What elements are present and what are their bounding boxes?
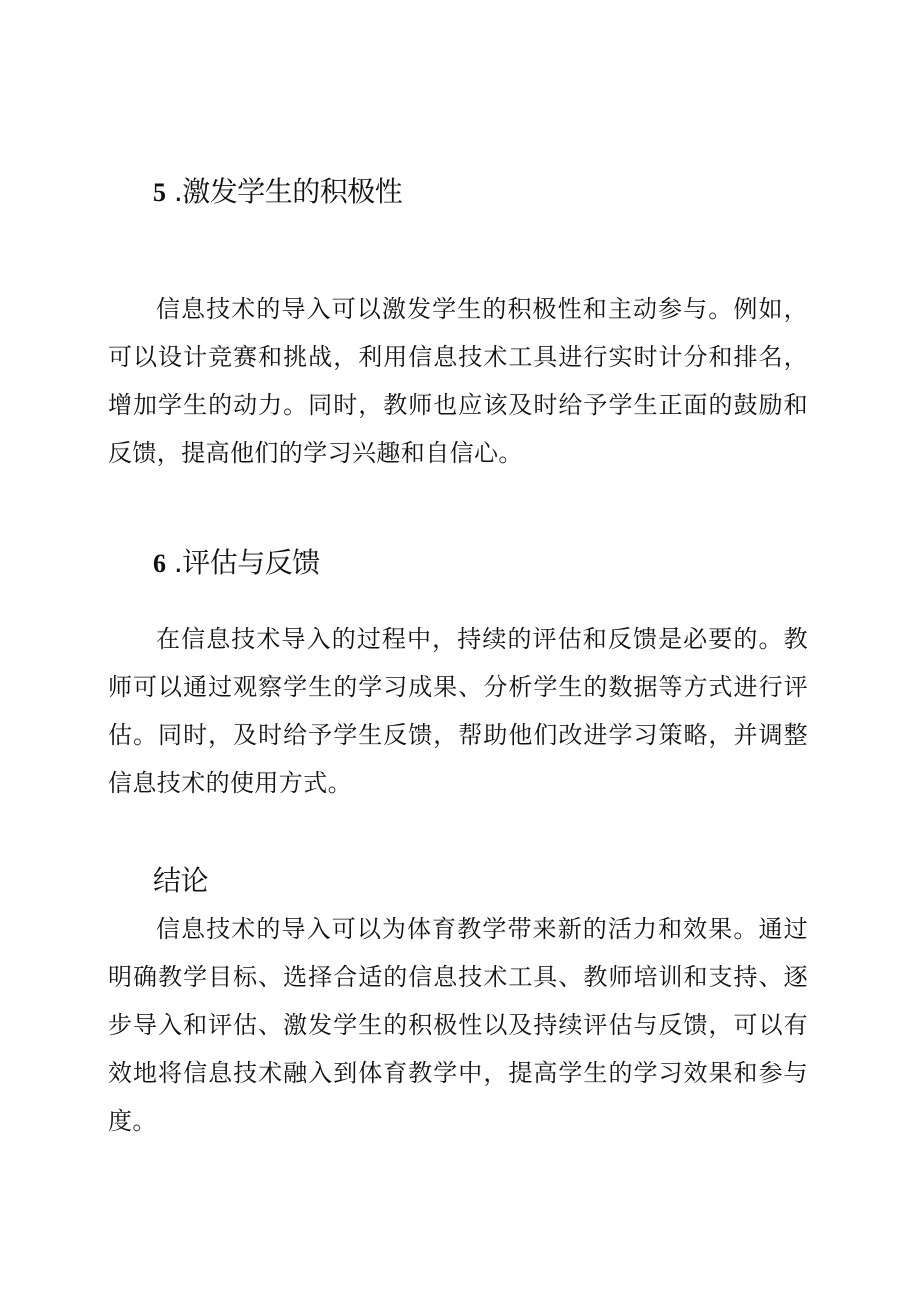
section-6-title: .评估与反馈 [173, 546, 320, 579]
section-5-title: .激发学生的积极性 [173, 175, 403, 208]
conclusion-heading: 结论 [153, 864, 209, 897]
conclusion-paragraph: 信息技术的导入可以为体育教学带来新的活力和效果。通过明确教学目标、选择合适的信息技术工具、教师培训和支持、逐步导入和评估、激发学生的积极性以及持续评估与反馈，可以有效地将信息技术融入到体育教学中，提高学生的学习效果和参与度。 [108, 915, 808, 1135]
section-5-paragraph: 信息技术的导入可以激发学生的积极性和主动参与。例如，可以设计竞赛和挑战，利用信息技术工具进行实时计分和排名，增加学生的动力。同时，教师也应该及时给予学生正面的鼓励和反馈，提高他们的学习兴趣和自信心。 [108, 295, 808, 467]
section-5-heading [153, 175, 402, 210]
section-6-heading [153, 546, 320, 581]
section-6-number: 6 [153, 549, 166, 578]
section-5-number: 5 [153, 178, 166, 207]
section-6-paragraph: 在信息技术导入的过程中，持续的评估和反馈是必要的。教师可以通过观察学生的学习成果、分析学生的数据等方式进行评估。同时，及时给予学生反馈，帮助他们改进学习策略，并调整信息技术的使用方式。 [108, 625, 808, 797]
